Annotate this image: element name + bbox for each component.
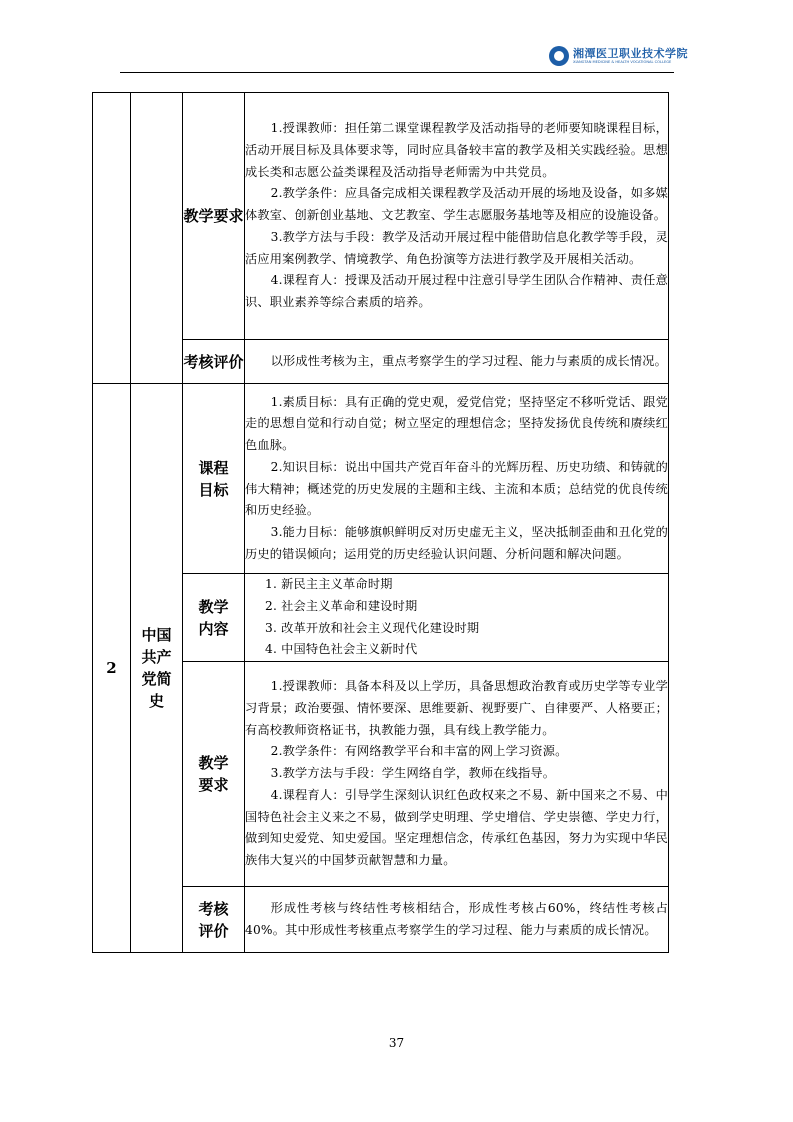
row1-course-cell [131,93,183,384]
list-item: 4. 中国特色社会主义新时代 [265,642,418,657]
row2-objectives-label: 课程目标 [183,384,245,574]
row2-number: 2 [93,384,131,953]
paragraph: 2.教学条件：应具备完成相关课程教学及活动开展的场地及设备，如多媒体教室、创新创业基地、文艺教室、学生志愿服务基地等及相应的设施设备。 [245,186,668,223]
row2-content-list [245,574,669,662]
logo-chinese-name: 湘潭医卫职业技术学院 [573,46,688,60]
logo-english-name: XIANGTAN MEDICINE & HEALTH VOCATIONAL COLLEGE [573,59,672,64]
row2-objectives-content [245,384,669,574]
paragraph: 3.能力目标：能够旗帜鲜明反对历史虚无主义，坚决抵制歪曲和丑化党的历史的错误倾向；运用党的历史经验认识问题、分析问题和解决问题。 [245,524,668,561]
row2-assessment-content [245,887,669,953]
row2-assessment-label: 考核评价 [183,887,245,953]
paragraph: 1.授课教师：担任第二课堂课程教学及活动指导的老师要知晓课程目标，活动开展目标及具体要求等，同时应具备较丰富的教学及相关实践经验。思想成长类和志愿公益类课程及活动指导老师需为中共党员。 [245,121,668,179]
row2-content-label: 教学内容 [183,574,245,662]
paragraph: 1.素质目标：具有正确的党史观，爱党信党；坚持坚定不移听党话、跟党走的思想自觉和行动自觉；树立坚定的理想信念；坚持发扬优良传统和赓续红色血脉。 [245,394,668,453]
row2-teaching-req-content [245,662,669,887]
curriculum-table [92,92,669,953]
college-emblem-icon [549,46,569,66]
row1-teaching-req-label: 教学要求 [183,93,245,340]
row1-assessment-label: 考核评价 [183,340,245,384]
row1-number-cell [93,93,131,384]
paragraph: 2.教学条件：有网络教学平台和丰富的网上学习资源。 [270,744,568,759]
header-rule [120,72,674,73]
row2-teaching-req-label: 教学要求 [183,662,245,887]
paragraph: 2.知识目标：说出中国共产党百年奋斗的光辉历程、历史功绩、和铸就的伟大精神；概述党的历史发展的主题和主线、主流和本质；总结党的优良传统和历史经验。 [245,459,668,518]
paragraph: 以形成性考核为主，重点考察学生的学习过程、能力与素质的成长情况。 [270,353,668,368]
row1-teaching-req-content [245,93,669,340]
list-item: 3. 改革开放和社会主义现代化建设时期 [265,620,480,635]
table-row [93,93,669,340]
paragraph: 3.教学方法与手段：学生网络自学，教师在线指导。 [270,766,556,781]
paragraph: 3.教学方法与手段：教学及活动开展过程中能借助信息化教学等手段，灵活应用案例教学、情境教学、角色扮演等方法进行教学及开展相关活动。 [245,229,668,266]
list-item: 1. 新民主主义革命时期 [265,577,393,592]
college-logo [549,44,688,68]
page-number: 37 [388,1036,405,1050]
logo-text [573,48,688,65]
paragraph: 形成性考核与终结性考核相结合，形成性考核占60%，终结性考核占40%。其中形成性考核重点考察学生的学习过程、能力与素质的成长情况。 [245,900,668,937]
paragraph: 4.课程育人：授课及活动开展过程中注意引导学生团队合作精神、责任意识、职业素养等综合素质的培养。 [245,273,668,309]
paragraph: 1.授课教师：具备本科及以上学历，具备思想政治教育或历史学等专业学习背景；政治要强、情怀要深、思维要新、视野要广、自律要严、人格要正；有高校教师资格证书，执教能力强，具有线上教学能力。 [245,679,668,737]
paragraph: 4.课程育人：引导学生深刻认识红色政权来之不易、新中国来之不易、中国特色社会主义来之不易，做到学史明理、学史增信、学史崇德、学史力行，做到知史爱党、知史爱国。坚定理想信念，传承红色基因，努力为实现中华民族伟大复兴的中国梦贡献智慧和力量。 [245,787,668,867]
list-item: 2. 社会主义革命和建设时期 [265,598,418,613]
row1-assessment-content [245,340,669,384]
table-row [93,384,669,574]
row2-course-name: 中国共产党简史 [131,384,183,953]
